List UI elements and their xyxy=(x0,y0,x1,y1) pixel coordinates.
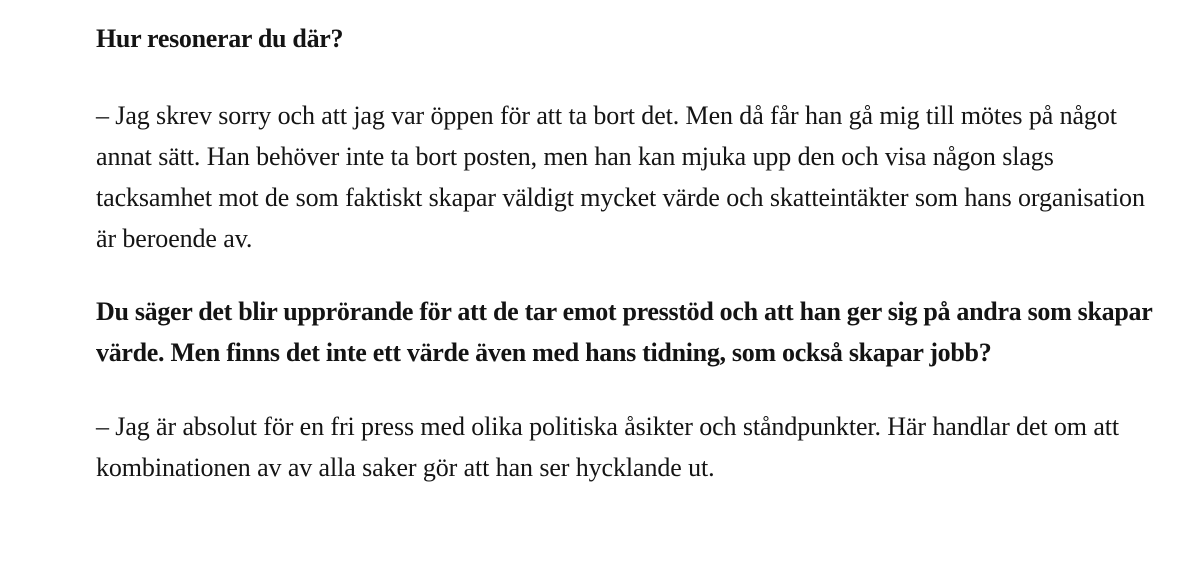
interview-question: Hur resonerar du där? xyxy=(96,24,344,53)
article-body xyxy=(96,18,1156,488)
interview-question: Du säger det blir upprörande för att de tar emot presstöd och att han ger sig på andra som skapar värde. Men finns det inte ett värde även med hans tidning, som också skapar jobb? xyxy=(96,297,1152,367)
interview-answer: – Jag är absolut för en fri press med olika politiska åsikter och ståndpunkter. Här handlar det om att kombinationen av av alla saker gör att han ser hycklande ut. xyxy=(96,412,1120,482)
interview-answer: – Jag skrev sorry och att jag var öppen för att ta bort det. Men då får han gå mig till mötes på något annat sätt. Han behöver inte ta bort posten, men han kan mjuka upp den och visa någon slags tacksamhet mot de som faktiskt skapar väldigt mycket värde och skatteintäkter som hans organisation är beroende av. xyxy=(96,101,1145,253)
